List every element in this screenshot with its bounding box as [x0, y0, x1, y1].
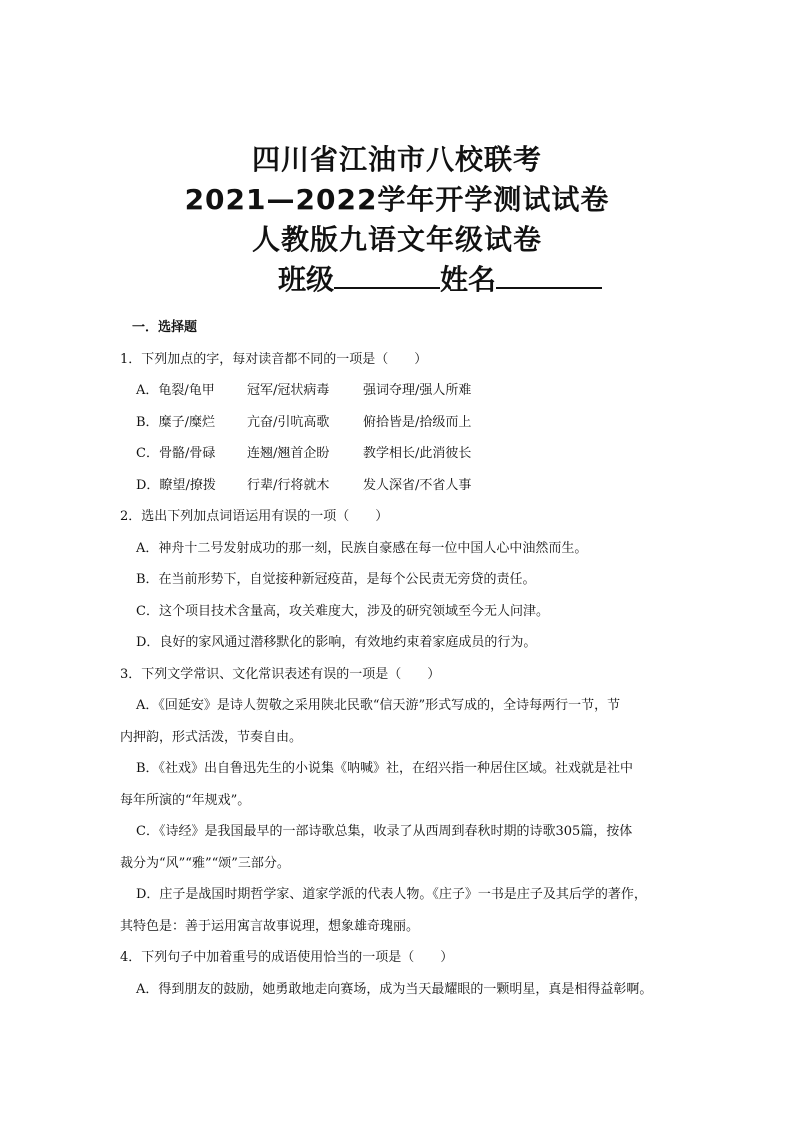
name-blank[interactable] — [496, 261, 602, 289]
exam-header — [0, 140, 794, 300]
question-2-stem: 2．选出下列加点词语运用有误的一项（ ） — [120, 509, 389, 524]
question-2-option-a: A．神舟十二号发射成功的那一刻，民族自豪感在每一位中国人心中油然而生。 — [136, 540, 588, 556]
name-label: 姓名 — [440, 263, 497, 296]
question-1-option-d: D．瞭望/撩拨 行辈/行将就木 发人深省/不省人事 — [136, 477, 472, 493]
question-3-option-b-cont: 每年所演的“年规戏”。 — [120, 792, 251, 808]
question-3-stem: 3．下列文学常识、文化常识表述有误的一项是（ ） — [120, 666, 441, 682]
question-3-option-b: B．《社戏》出自鲁迅先生的小说集《呐喊》社，在绍兴指一种居住区域。社戏就是社中 — [136, 761, 634, 776]
question-1-option-a: A．龟裂/龟甲 冠军/冠状病毒 强词夺理/强人所难 — [136, 383, 472, 398]
question-3-option-a: A．《回延安》是诗人贺敬之采用陕北民歌“信天游”形式写成的，全诗每两行一节，节 — [136, 698, 621, 713]
exam-content — [120, 312, 690, 1005]
question-4-option-a: A．得到朋友的鼓励，她勇敢地走向赛场，成为当天最耀眼的一颗明星，真是相得益彰啊。 — [136, 981, 653, 997]
class-name-line — [0, 260, 794, 300]
exam-title-line2: 2021—2022学年开学测试试卷 — [184, 183, 610, 216]
section-heading: 一．选择题 — [132, 320, 198, 335]
question-2-option-c: C．这个项目技术含量高，攻关难度大，涉及的研究领域至今无人问津。 — [136, 603, 549, 619]
exam-title-line3: 人教版九语文年级试卷 — [251, 223, 542, 256]
question-2-option-d: D．良好的家风通过潜移默化的影响，有效地约束着家庭成员的行为。 — [136, 635, 537, 650]
question-3-option-a-cont: 内押韵，形式活泼，节奏自由。 — [120, 729, 303, 745]
exam-title-line1: 四川省江油市八校联考 — [251, 143, 542, 176]
question-4-stem: 4．下列句子中加着重号的成语使用恰当的一项是（ ） — [120, 950, 454, 965]
question-1-stem: 1．下列加点的字，每对读音都不同的一项是（ ） — [120, 351, 428, 367]
class-label: 班级 — [277, 263, 334, 296]
question-3-option-c-cont: 裁分为“风”“雅”“颂”三部分。 — [120, 855, 290, 871]
question-1-option-b: B．糜子/糜烂 亢奋/引吭高歌 俯拾皆是/拾级而上 — [136, 414, 472, 430]
question-1-option-c: C．骨骼/骨碌 连翘/翘首企盼 教学相长/此消彼长 — [136, 446, 472, 461]
question-3-option-d: D．庄子是战国时期哲学家、道家学派的代表人物。《庄子》一书是庄子及其后学的著作， — [136, 887, 647, 902]
question-3-option-d-cont: 其特色是：善于运用寓言故事说理，想象雄奇瑰丽。 — [120, 918, 420, 934]
class-blank[interactable] — [334, 261, 440, 289]
question-3-option-c: C．《诗经》是我国最早的一部诗歌总集，收录了从西周到春秋时期的诗歌305篇，按体 — [136, 824, 633, 839]
question-2-option-b: B．在当前形势下，自觉接种新冠疫苗，是每个公民责无旁贷的责任。 — [136, 572, 536, 587]
